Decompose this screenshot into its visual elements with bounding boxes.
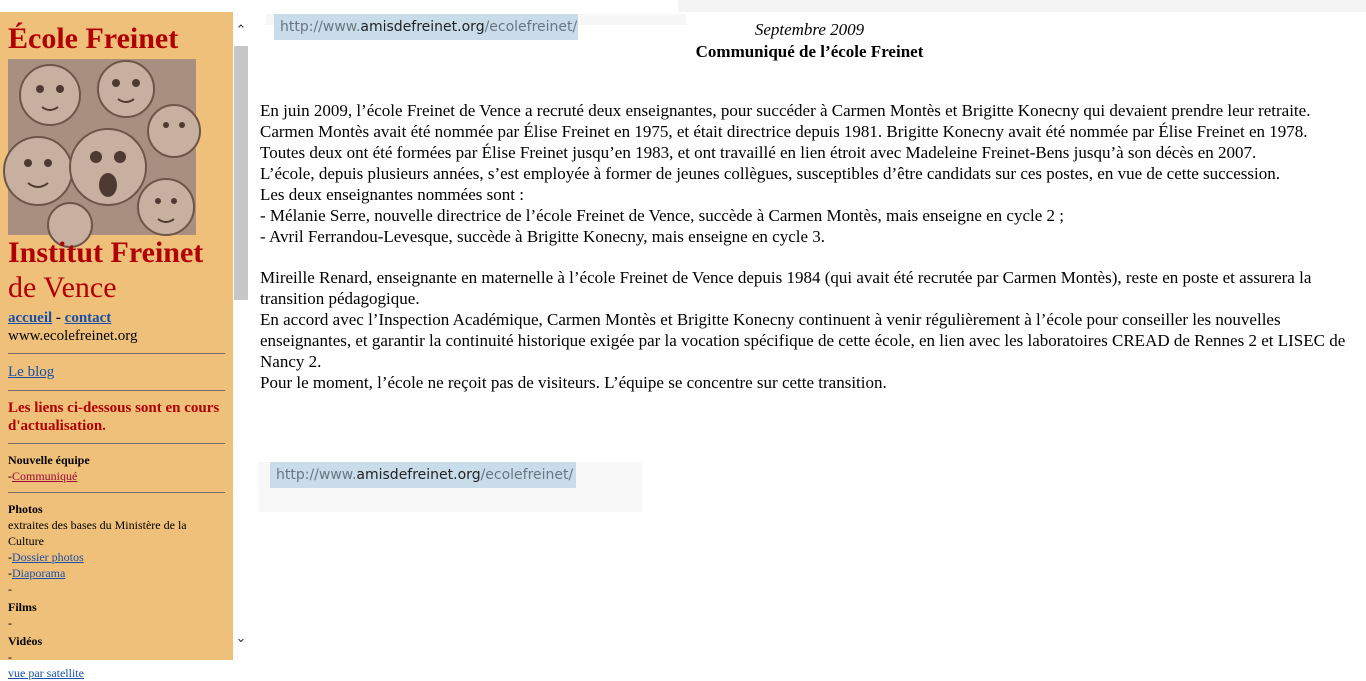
sidebar (0, 12, 233, 680)
divider (8, 390, 225, 391)
url-banner-bottom[interactable]: http://www.amisdefreinet.org/ecolefreinet/ (270, 462, 576, 488)
chevron-up-icon[interactable]: ⌃ (235, 23, 247, 38)
contact-link[interactable]: contact (64, 310, 112, 326)
paragraph: - Avril Ferrandou-Levesque, succède à Brigitte Konecny, mais enseigne en cycle 3. (260, 227, 826, 246)
section-videos: Vidéos (8, 634, 43, 648)
dash-text: - (8, 582, 12, 596)
sidebar-scrollbar[interactable] (233, 22, 249, 648)
dash-text: - (8, 616, 12, 630)
institute-subtitle: de Vence (8, 271, 117, 304)
school-relief-photo (8, 59, 196, 235)
divider (8, 492, 225, 493)
top-strip (678, 0, 1366, 12)
article-body (260, 100, 1355, 393)
nav-separator: - (52, 310, 65, 326)
paragraph: - Mélanie Serre, nouvelle directrice de l’école Freinet de Vence, succède à Carmen Montès, mais enseigne en cycle 2 ; (260, 206, 1065, 225)
scroll-thumb[interactable] (234, 46, 248, 300)
accueil-link[interactable]: accueil (8, 310, 53, 326)
article-date: Septembre 2009 (754, 20, 865, 39)
paragraph: Les deux enseignantes nommées sont : (260, 185, 524, 204)
dossier-item: -Dossier photos (8, 550, 84, 564)
update-notice: Les liens ci-dessous sont en cours d'actualisation. (8, 400, 220, 434)
dash-text: - (8, 650, 12, 664)
divider (8, 353, 225, 354)
institute-title: Institut Freinet (8, 236, 204, 269)
dossier-photos-link[interactable]: Dossier photos (12, 550, 84, 564)
diaporama-link[interactable]: Diaporama (12, 566, 66, 580)
satellite-link[interactable]: vue par satellite (8, 666, 84, 680)
photos-description: extraites des bases du Ministère de la Culture (8, 518, 187, 548)
paragraph: L’école, depuis plusieurs années, s’est employée à former de jeunes collègues, susceptibles d’être candidats sur ces postes, en vue de cette succession. (260, 164, 1280, 183)
diaporama-item: -Diaporama (8, 566, 66, 580)
communique-link[interactable]: Communiqué (12, 469, 78, 483)
section-films: Films (8, 600, 37, 614)
paragraph: Pour le moment, l’école ne reçoit pas de visiteurs. L’équipe se concentre sur cette transition. (260, 373, 887, 392)
site-title: École Freinet (8, 22, 179, 55)
article-title: Communiqué de l’école Freinet (695, 42, 924, 61)
section-nouvelle-equipe: Nouvelle équipe (8, 453, 90, 467)
blog-link[interactable]: Le blog (8, 364, 55, 380)
main-nav (8, 309, 225, 327)
divider (8, 443, 225, 444)
paragraph: Carmen Montès avait été nommée par Élise Freinet en 1975, et était directrice depuis 1981. Brigitte Konecny avait été nommée par Élise Freinet en 1978. Toutes deux ont été formées par Élise Freinet jusqu’en 1983, et ont travaillé en lien étroit avec Madeleine Freinet-Bens jusqu’à son décès en 2007. (260, 122, 1308, 162)
section-photos: Photos (8, 502, 43, 516)
site-domain: www.ecolefreinet.org (8, 328, 138, 344)
communique-item: -Communiqué (8, 469, 78, 483)
paragraph: En accord avec l’Inspection Académique, Carmen Montès et Brigitte Konecny continuent à venir régulièrement à l’école pour conseiller les nouvelles enseignantes, et garantir la continuité historique exigée par la vocation spécifique de cette école, en lien avec les laboratoires CREAD de Rennes 2 et LISEC de Nancy 2. (260, 310, 1346, 371)
paragraph: En juin 2009, l’école Freinet de Vence a recruté deux enseignantes, pour succéder à Carmen Montès et Brigitte Konecny qui devaient prendre leur retraite. (260, 101, 1311, 120)
chevron-down-icon[interactable]: ⌄ (235, 631, 247, 646)
paragraph: Mireille Renard, enseignante en maternelle à l’école Freinet de Vence depuis 1984 (qui avait été recrutée par Carmen Montès), reste en poste et assurera la transition pédagogique. (260, 268, 1312, 308)
url-banner-top[interactable]: http://www.amisdefreinet.org/ecolefreinet/ (274, 14, 578, 40)
